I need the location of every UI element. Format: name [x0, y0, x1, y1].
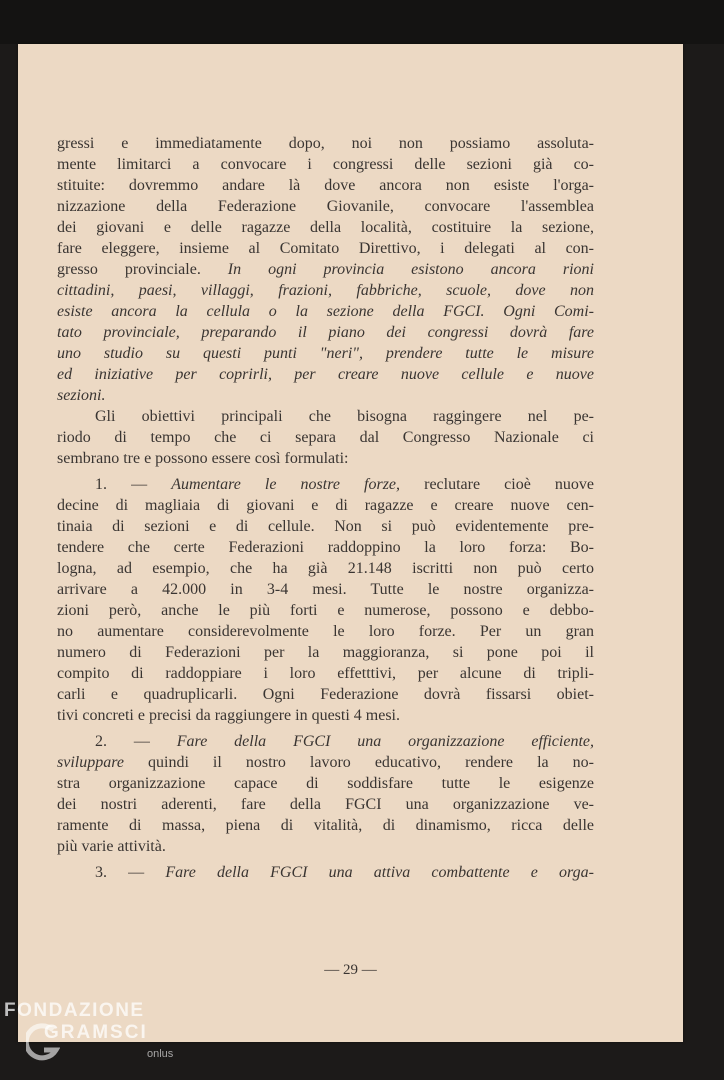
- text-line: [57, 427, 594, 448]
- body-text: [57, 133, 594, 883]
- text-run: 2. —: [95, 733, 177, 750]
- text-line: [57, 301, 594, 322]
- text-line: [57, 495, 594, 516]
- text-line: [57, 836, 594, 857]
- text-line: [57, 238, 594, 259]
- text-run: tivi concreti e precisi da raggiungere in questi 4 mesi.: [57, 707, 400, 724]
- text-run: Gli obiettivi principali che bisogna raggingere nel pe-: [95, 408, 594, 425]
- text-run: dei nostri aderenti, fare della FGCI una organizzazione ve-: [57, 796, 594, 813]
- italic-run: In ogni provincia esistono ancora rioni: [227, 261, 594, 278]
- text-line: [57, 558, 594, 579]
- text-run: fare eleggere, insieme al Comitato Direttivo, i delegati al con-: [57, 240, 594, 257]
- page-number: — 29 —: [324, 962, 377, 978]
- text-run: tendere che certe Federazioni raddoppino la loro forza: Bo-: [57, 539, 594, 556]
- text-line: [57, 773, 594, 794]
- text-run: riodo di tempo che ci separa dal Congresso Nazionale ci: [57, 429, 594, 446]
- text-line: [57, 364, 594, 385]
- text-line: [57, 705, 594, 726]
- text-line: [57, 684, 594, 705]
- watermark-line-3: onlus: [147, 1048, 174, 1060]
- watermark-line-1: FONDAZIONE: [4, 1000, 145, 1021]
- fondazione-gramsci-watermark: [4, 1000, 204, 1075]
- text-run: stra organizzazione capace di soddisfare tutte le esigenze: [57, 775, 594, 792]
- text-line: [57, 217, 594, 238]
- text-run: ramente di massa, piena di vitalità, di dinamismo, ricca delle: [57, 817, 594, 834]
- text-line: [57, 448, 594, 469]
- italic-run: Fare della FGCI una attiva combattente e orga-: [165, 864, 594, 881]
- italic-run: sviluppare: [57, 754, 124, 771]
- text-line: [57, 642, 594, 663]
- text-line: [57, 731, 594, 752]
- text-run: gressi e immediatamente dopo, noi non possiamo assoluta-: [57, 135, 594, 152]
- italic-run: uno studio su questi punti "neri", prendere tutte le misure: [57, 345, 594, 362]
- text-run: carli e quadruplicarli. Ogni Federazione dovrà fissarsi obiet-: [57, 686, 594, 703]
- text-run: mente limitarci a convocare i congressi delle sezioni già co-: [57, 156, 594, 173]
- italic-run: sezioni.: [57, 387, 106, 404]
- italic-run: esiste ancora la cellula o la sezione della FGCI. Ogni Comi-: [57, 303, 594, 320]
- text-line: [57, 280, 594, 301]
- text-line: [57, 343, 594, 364]
- text-line: [57, 406, 594, 427]
- text-line: [57, 663, 594, 684]
- italic-run: Fare della FGCI una organizzazione efficiente,: [176, 733, 594, 750]
- watermark-line-2: GRAMSCI: [44, 1022, 148, 1043]
- text-line: [57, 537, 594, 558]
- text-line: [57, 474, 594, 495]
- text-run: arrivare a 42.000 in 3-4 mesi. Tutte le nostre organizza-: [57, 581, 594, 598]
- text-run: stituite: dovremmo andare là dove ancora non esiste l'orga-: [57, 177, 594, 194]
- text-line: [57, 154, 594, 175]
- text-line: [57, 600, 594, 621]
- text-line: [57, 175, 594, 196]
- scan-background: [0, 0, 724, 44]
- text-run: 3. —: [95, 864, 166, 881]
- italic-run: ed iniziative per coprirli, per creare nuove cellule e nuove: [57, 366, 594, 383]
- text-run: quindi il nostro lavoro educativo, rendere la no-: [123, 754, 594, 771]
- text-run: tinaia di sezioni e di cellule. Non si può evidentemente pre-: [57, 518, 594, 535]
- text-run: 1. —: [95, 476, 172, 493]
- italic-run: Aumentare le nostre forze,: [171, 476, 401, 493]
- text-run: logna, ad esempio, che ha già 21.148 iscritti non può certo: [57, 560, 594, 577]
- text-run: nizzazione della Federazione Giovanile, convocare l'assemblea: [57, 198, 594, 215]
- text-line: [57, 579, 594, 600]
- text-run: sembrano tre e possono essere così formulati:: [57, 450, 349, 467]
- text-run: compito di raddoppiare i loro effetttivi, per alcune di tripli-: [57, 665, 594, 682]
- text-line: [57, 196, 594, 217]
- text-line: [57, 752, 594, 773]
- text-line: [57, 133, 594, 154]
- text-line: [57, 516, 594, 537]
- text-run: no aumentare considerevolmente le loro forze. Per un gran: [57, 623, 594, 640]
- text-line: [57, 259, 594, 280]
- text-line: [57, 794, 594, 815]
- text-run: gresso provinciale.: [57, 261, 228, 278]
- italic-run: cittadini, paesi, villaggi, frazioni, fabbriche, scuole, dove non: [57, 282, 594, 299]
- text-line: [57, 322, 594, 343]
- text-run: zioni però, anche le più forti e numerose, possono e debbo-: [57, 602, 594, 619]
- text-run: reclutare cioè nuove: [400, 476, 594, 493]
- text-run: decine di magliaia di giovani e di ragazze e creare nuove cen-: [57, 497, 594, 514]
- text-line: [57, 862, 594, 883]
- text-run: numero di Federazioni per la maggioranza, si pone poi il: [57, 644, 594, 661]
- italic-run: tato provinciale, preparando il piano dei congressi dovrà fare: [57, 324, 594, 341]
- text-run: dei giovani e delle ragazze della località, costituire la sezione,: [57, 219, 594, 236]
- text-line: [57, 815, 594, 836]
- text-run: più varie attività.: [57, 838, 166, 855]
- text-line: [57, 385, 594, 406]
- text-line: [57, 621, 594, 642]
